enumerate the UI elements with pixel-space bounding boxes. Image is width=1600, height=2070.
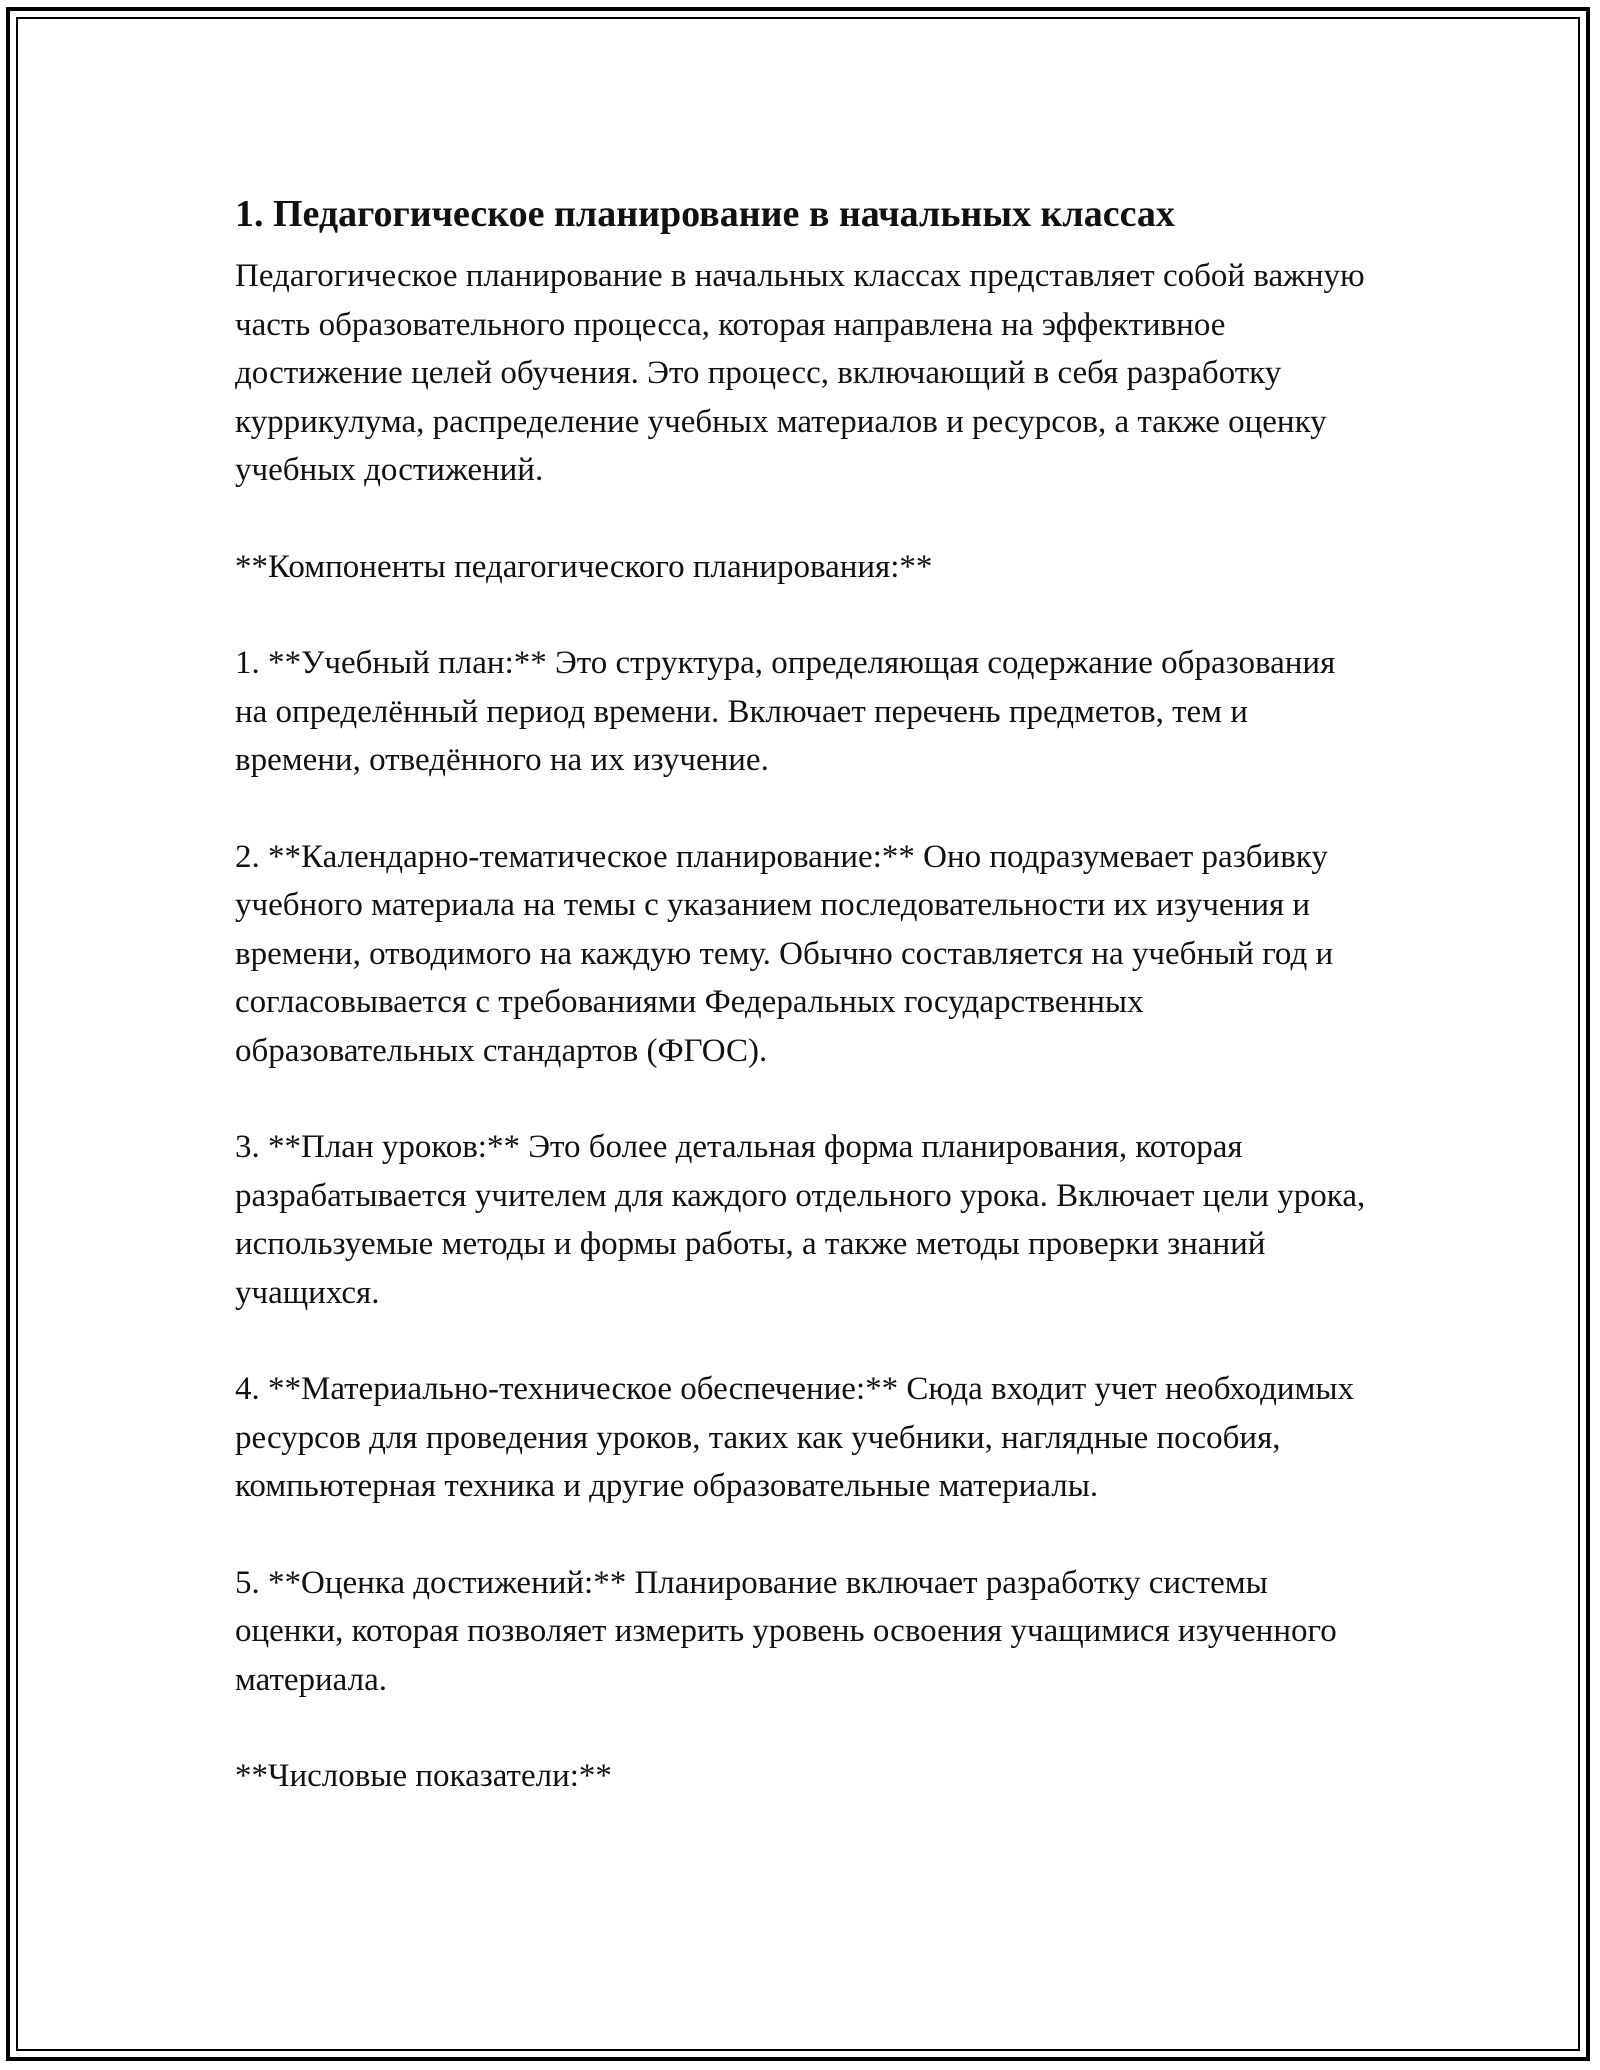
list-item-calendar-planning: 2. **Календарно-тематическое планирование:** Оно подразумевает разбивку учебного материала на темы с указанием последовательности их изучения и времени, отводимого на каждую тему. Обычно составляется на учебный год и согласовывается с требованиями Федеральных государственных образовательных стандартов (ФГОС). bbox=[235, 838, 1334, 1069]
metrics-heading: **Числовые показатели:** bbox=[235, 1758, 612, 1794]
components-heading: **Компоненты педагогического планирования:** bbox=[235, 548, 933, 585]
list-item-resources: 4. **Материально-техническое обеспечение:** Сюда входит учет необходимых ресурсов для проведения уроков, таких как учебники, наглядные пособия, компьютерная техника и другие образовательные материалы. bbox=[235, 1371, 1355, 1504]
list-item-lesson-plan: 3. **План уроков:** Это более детальная форма планирования, которая разрабатывается учителем для каждого отдельного урока. Включает цели урока, используемые методы и формы работы, а также методы проверки знаний учащихся. bbox=[235, 1129, 1366, 1311]
section-heading: 1. Педагогическое планирование в начальных классах bbox=[235, 193, 1175, 235]
list-item-assessment: 5. **Оценка достижений:** Планирование включает разработку системы оценки, которая позволяет измерить уровень освоения учащимися изученного материала. bbox=[235, 1564, 1337, 1698]
list-item-curriculum: 1. **Учебный план:** Это структура, определяющая содержание образования на определённый период времени. Включает перечень предметов, тем и времени, отведённого на их изучение. bbox=[235, 645, 1336, 778]
intro-paragraph: Педагогическое планирование в начальных классах представляет собой важную часть образовательного процесса, которая направлена на эффективное достижение целей обучения. Это процесс, включающий в себя разработку куррикулума, распределение учебных материалов и ресурсов, а также оценку учебных достижений. bbox=[235, 258, 1365, 488]
document-body bbox=[235, 188, 1375, 1801]
